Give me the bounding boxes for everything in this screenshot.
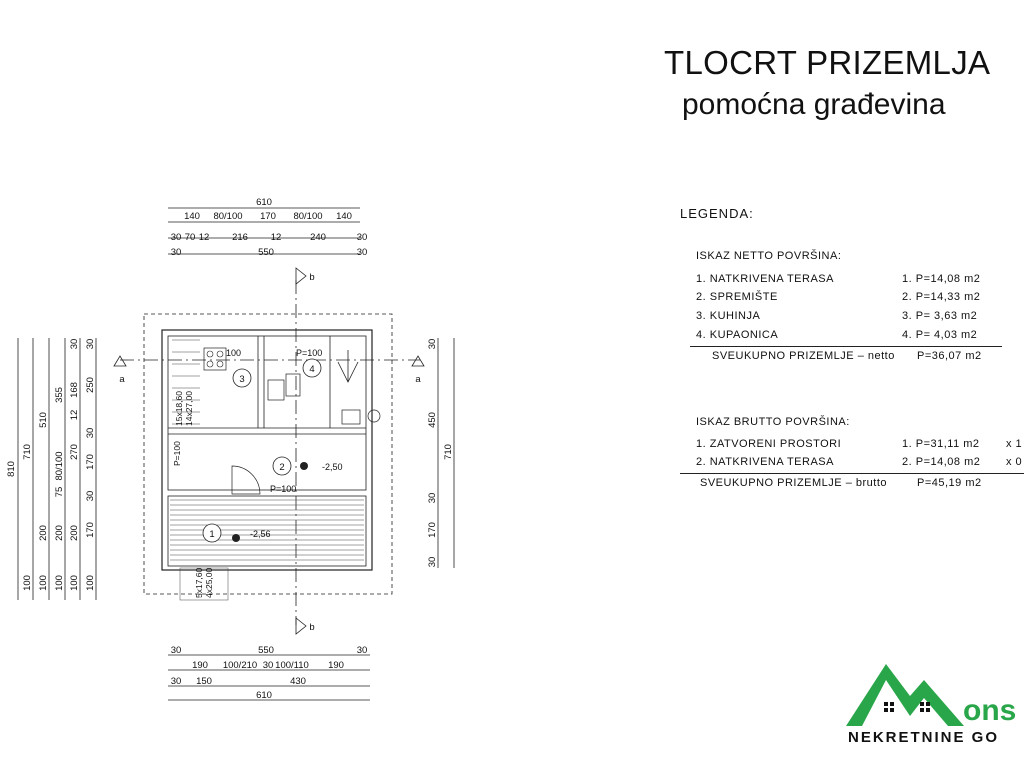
netto-row-label: 3. KUHINJA (696, 310, 761, 322)
drawing-title: TLOCRT PRIZEMLJA (664, 44, 991, 81)
netto-divider (690, 346, 1002, 347)
dim-left: 270 (69, 444, 80, 460)
dim-left: 30 (85, 427, 96, 439)
dim-bottom: 550 (258, 645, 274, 656)
netto-heading: ISKAZ NETTO POVRŠINA: (696, 250, 842, 262)
dim-bottom-overall: 610 (256, 690, 272, 701)
dim-left: 168 (69, 382, 80, 398)
netto-row (696, 310, 996, 324)
netto-total (712, 350, 1012, 364)
netto-row-label: 1. NATKRIVENA TERASA (696, 273, 834, 285)
brutto-row (696, 456, 1024, 470)
dim-top: 12 (198, 232, 210, 243)
dim-left: 100 (22, 575, 33, 591)
bath-window-label: P=100 (296, 348, 323, 358)
dim-top: 240 (310, 232, 326, 243)
dim-left: 100 (54, 575, 65, 591)
dim-left: 510 (38, 412, 49, 428)
level-label: -2,56 (250, 529, 271, 539)
brutto-row-value: 1. P=31,11 m2 (902, 438, 980, 450)
drawing-subtitle: pomoćna građevina (682, 88, 946, 121)
dim-top: 30 (356, 232, 368, 243)
room-number: 3 (239, 374, 245, 385)
netto-total-value: P=36,07 m2 (917, 350, 982, 362)
dim-bottom: 430 (290, 676, 306, 687)
dim-bottom: 30 (170, 676, 182, 687)
brutto-row-label: 1. ZATVORENI PROSTORI (696, 438, 842, 450)
dim-top: 170 (260, 211, 276, 222)
netto-row (696, 273, 996, 287)
netto-row (696, 291, 996, 305)
brutto-divider (680, 473, 1024, 474)
netto-row-value: 3. P= 3,63 m2 (902, 310, 978, 322)
dim-left: 100 (85, 575, 96, 591)
logo-brand-text: ons (963, 694, 1017, 727)
dim-left: 170 (85, 454, 96, 470)
dim-top: 550 (258, 247, 274, 258)
dim-left: 100 (69, 575, 80, 591)
dim-bottom: 30 (170, 645, 182, 656)
dim-right: 30 (427, 338, 438, 350)
dim-left: 100 (38, 575, 49, 591)
level-label: -2,50 (322, 462, 343, 472)
brutto-total-label: SVEUKUPNO PRIZEMLJE – brutto (700, 477, 887, 489)
brutto-row-factor: x 0 (1006, 456, 1023, 468)
section-b-bottom: b (309, 622, 315, 633)
logo-tagline: NEKRETNINE GO (848, 729, 1000, 746)
dim-top-overall: 610 (256, 197, 272, 208)
room-number: 4 (309, 364, 315, 375)
dim-left: 30 (85, 490, 96, 502)
dim-left: 710 (22, 444, 33, 460)
floor-plan-drawing (0, 180, 470, 720)
dim-left: 75 (54, 486, 65, 498)
dim-bottom: 150 (196, 676, 212, 687)
dim-right: 30 (427, 492, 438, 504)
netto-row-value: 4. P= 4,03 m2 (902, 329, 978, 341)
dim-bottom: 190 (328, 660, 344, 671)
dim-left-overall: 810 (6, 461, 17, 477)
dim-left: 30 (69, 338, 80, 350)
room-number: 1 (209, 529, 215, 540)
dim-left: 200 (38, 525, 49, 541)
brutto-total-value: P=45,19 m2 (917, 477, 982, 489)
brutto-row-value: 2. P=14,08 m2 (902, 456, 981, 468)
dim-left: 200 (69, 525, 80, 541)
netto-row-value: 2. P=14,33 m2 (902, 291, 981, 303)
dim-left: 30 (85, 338, 96, 350)
dim-top: 80/100 (213, 211, 243, 222)
dim-top: 30 (170, 232, 182, 243)
netto-row-label: 2. SPREMIŠTE (696, 291, 778, 303)
netto-row-label: 4. KUPAONICA (696, 329, 779, 341)
dim-left: 80/100 (54, 451, 65, 481)
brutto-heading: ISKAZ BRUTTO POVRŠINA: (696, 416, 850, 428)
dim-right: 170 (427, 522, 438, 538)
kitchen-window-label: 100 (226, 348, 242, 358)
netto-row (696, 329, 996, 343)
netto-row-value: 1. P=14,08 m2 (902, 273, 981, 285)
stair-label: 14x27,00 (184, 391, 194, 426)
dim-top: 140 (184, 211, 200, 222)
stair-label: 5x17,60 (194, 567, 204, 598)
stair-label: 4x25,00 (204, 567, 214, 598)
brutto-total (700, 477, 1000, 491)
dim-bottom: 30 (356, 645, 368, 656)
section-b-top: b (309, 272, 315, 283)
dim-top: 70 (184, 232, 196, 243)
brutto-row (696, 438, 1024, 452)
dim-right: 30 (427, 556, 438, 568)
dim-top: 12 (270, 232, 282, 243)
netto-total-label: SVEUKUPNO PRIZEMLJE – netto (712, 350, 895, 362)
dim-top: 80/100 (293, 211, 323, 222)
brutto-row-label: 2. NATKRIVENA TERASA (696, 456, 834, 468)
dim-bottom: 100/210 (222, 660, 258, 671)
section-a-right: a (415, 374, 421, 385)
dim-bottom: 190 (192, 660, 208, 671)
dim-top: 216 (232, 232, 248, 243)
dim-top: 140 (336, 211, 352, 222)
door-label: P=100 (270, 484, 297, 494)
dim-left: 250 (85, 377, 96, 393)
dim-left: 170 (85, 522, 96, 538)
window-label: P=100 (172, 441, 182, 466)
stair-label: 15x18,60 (174, 391, 184, 426)
dim-left: 355 (54, 387, 65, 403)
room-number: 2 (279, 462, 285, 473)
dim-top: 30 (170, 247, 182, 258)
dim-bottom: 100/110 (275, 660, 309, 671)
legend-heading: LEGENDA: (680, 206, 754, 221)
section-a-left: a (119, 374, 125, 385)
dim-left: 12 (69, 409, 80, 421)
dim-right: 450 (427, 412, 438, 428)
dim-top: 30 (356, 247, 368, 258)
dim-bottom: 30 (262, 660, 274, 671)
dim-left: 200 (54, 525, 65, 541)
dim-right-overall: 710 (443, 444, 454, 460)
brutto-row-factor: x 1 (1006, 438, 1023, 450)
